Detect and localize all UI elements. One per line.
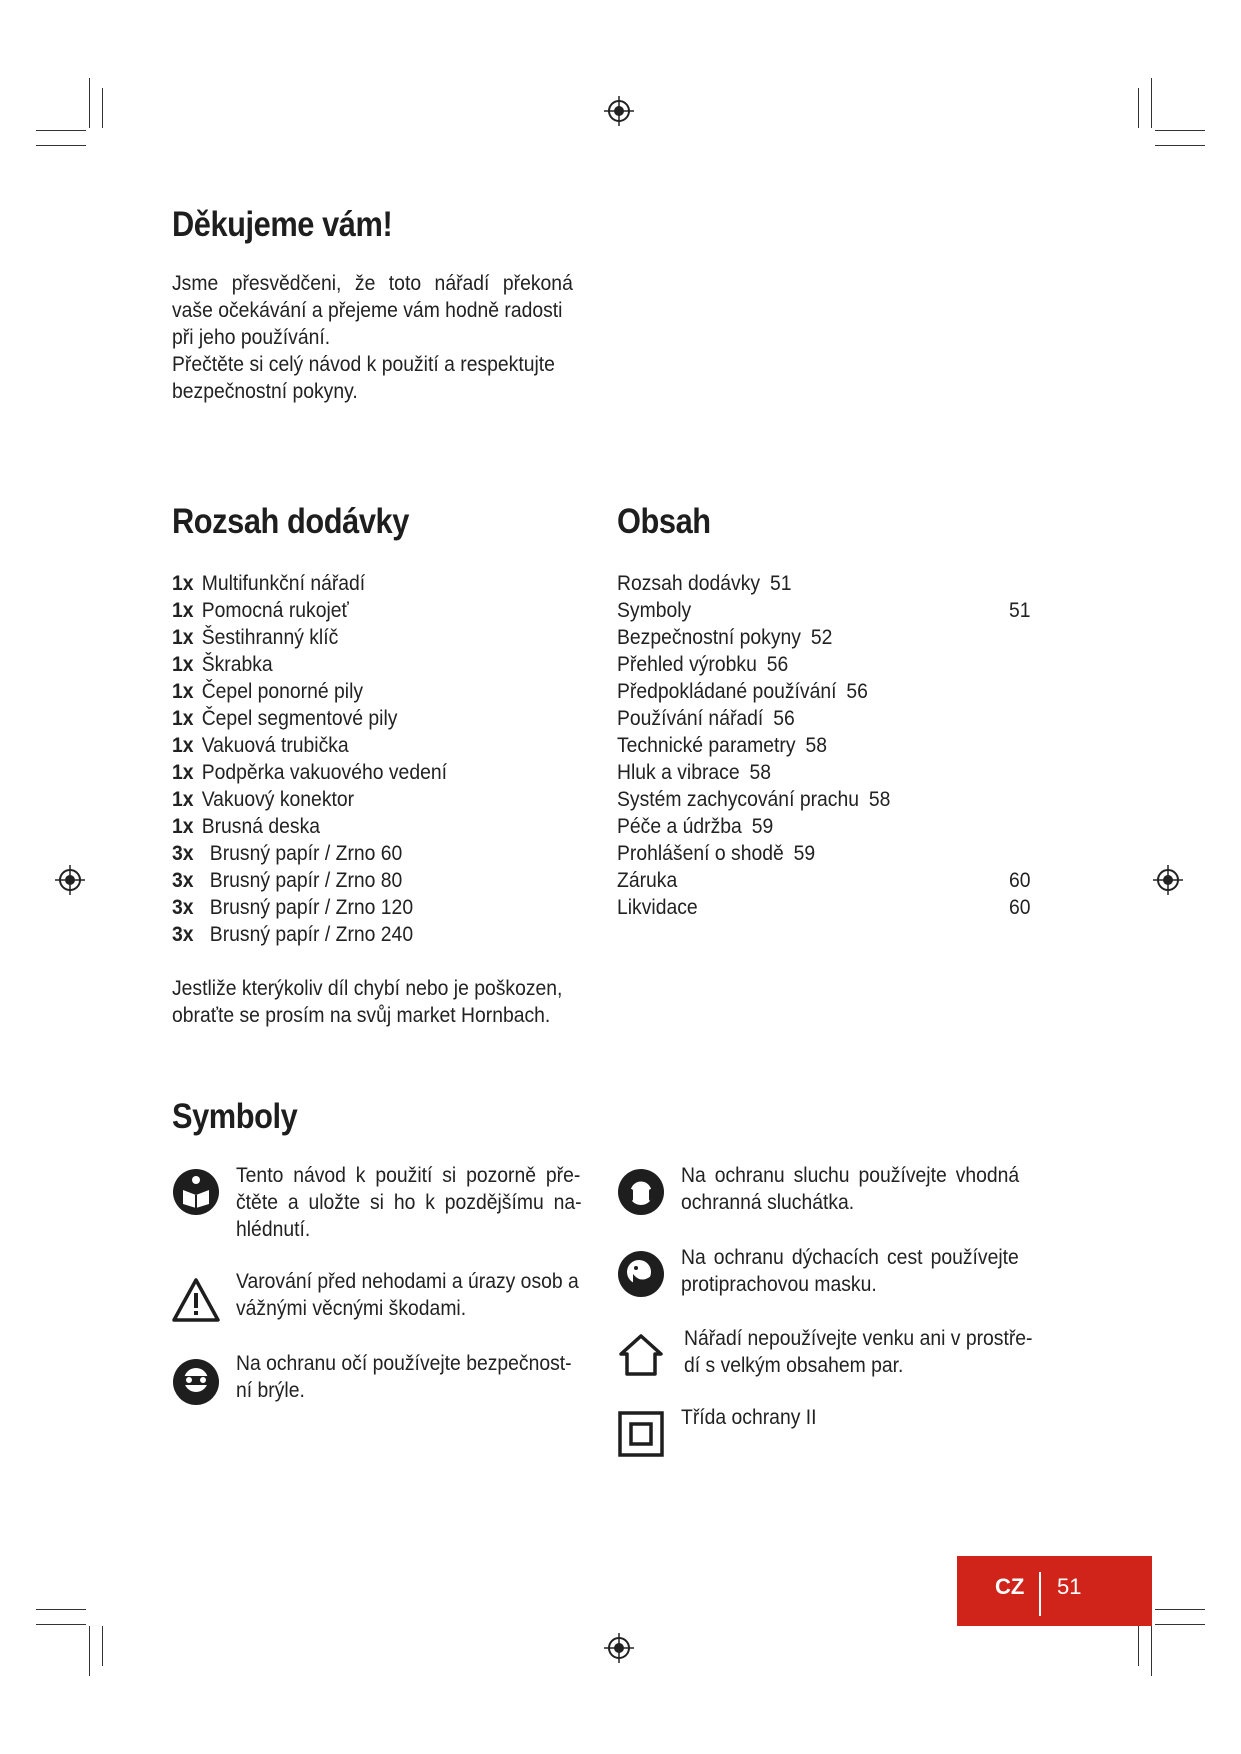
- delivery-item: [172, 705, 397, 732]
- delivery-item-qty: 1x: [172, 706, 194, 730]
- contents-item-label: Bezpečnostní pokyny: [617, 625, 801, 649]
- delivery-item-label: Brusná deska: [201, 814, 321, 838]
- contents-item: [617, 840, 815, 867]
- contents-item-label: Rozsah dodávky: [617, 571, 761, 595]
- ear-protection-icon: [617, 1168, 665, 1216]
- contents-item-page: 59: [751, 814, 774, 838]
- contents-item: [617, 732, 827, 759]
- delivery-item: [172, 894, 413, 921]
- contents-item-label: Předpokládané používání: [617, 679, 837, 703]
- contents-item-label: Přehled výrobku: [617, 652, 757, 676]
- delivery-item: [172, 651, 273, 678]
- contents-item: [617, 759, 771, 786]
- contents-item-label: Používání nářadí: [617, 706, 764, 730]
- delivery-item-label: Šestihranný klíč: [201, 625, 339, 649]
- dust-mask-icon: [617, 1250, 665, 1298]
- registration-mark-icon: [603, 1632, 635, 1664]
- contents-item-label: Péče a údržba: [617, 814, 742, 838]
- contents-item: [617, 624, 832, 651]
- delivery-item-label: Brusný papír / Zrno 80: [209, 868, 403, 892]
- symbol-text-ear: [681, 1162, 1051, 1222]
- delivery-item-qty: 1x: [172, 598, 194, 622]
- contents-item: [617, 786, 890, 813]
- contents-item-page: 56: [766, 652, 789, 676]
- delivery-item-label: Čepel ponorné pily: [201, 679, 364, 703]
- contents-item-label: Technické parametry: [617, 733, 796, 757]
- symbol-line: Na ochranu dýchacích cest používejte: [681, 1245, 1019, 1269]
- contents-item-page: 56: [773, 706, 795, 730]
- intro-line: Přečtěte si celý návod k použití a respektujte: [172, 352, 555, 376]
- contents-item-label: Likvidace: [617, 895, 698, 919]
- contents-item: [617, 894, 698, 921]
- warning-triangle-icon: [172, 1276, 220, 1324]
- intro-title: Děkujeme vám!: [172, 205, 393, 244]
- symbol-line: čtěte a uložte si ho k pozdějšímu na-: [236, 1190, 582, 1214]
- contents-item-page: 60: [1009, 895, 1031, 919]
- contents-item-page: 58: [805, 733, 827, 757]
- contents-item: [617, 705, 795, 732]
- contents-item-page: 51: [1009, 598, 1031, 622]
- delivery-item-label: Čepel segmentové pily: [201, 706, 398, 730]
- contents-item: [617, 570, 791, 597]
- contents-item-page: 58: [749, 760, 772, 784]
- delivery-item-qty: 3x: [172, 868, 194, 892]
- protection-class-ii-icon: [617, 1410, 665, 1458]
- symbol-text-indoor: [684, 1325, 1054, 1385]
- delivery-item: [172, 597, 349, 624]
- symbol-line: Nářadí nepoužívejte venku ani v prostře-: [684, 1326, 1033, 1350]
- contents-item: [617, 678, 868, 705]
- symbol-text-warning: [236, 1268, 606, 1328]
- read-manual-icon: [172, 1168, 220, 1216]
- delivery-item: [172, 840, 402, 867]
- delivery-item-qty: 3x: [172, 841, 194, 865]
- delivery-item-label: Pomocná rukojeť: [201, 598, 349, 622]
- delivery-note-line: Jestliže kterýkoliv díl chybí nebo je poškozen,: [172, 976, 563, 1000]
- delivery-item-qty: 1x: [172, 571, 194, 595]
- symbol-line: ní brýle.: [236, 1378, 305, 1402]
- symbol-line: Tento návod k použití si pozorně pře-: [236, 1163, 581, 1187]
- footer-page-number: 51: [1057, 1574, 1082, 1599]
- delivery-item-qty: 3x: [172, 895, 194, 919]
- symbol-line: Na ochranu očí používejte bezpečnost-: [236, 1351, 572, 1375]
- footer-page-tab: [957, 1556, 1152, 1626]
- symbol-line: Varování před nehodami a úrazy osob a: [236, 1269, 579, 1293]
- delivery-item-label: Multifunkční nářadí: [201, 571, 366, 595]
- delivery-title: Rozsah dodávky: [172, 502, 409, 541]
- delivery-item: [172, 570, 365, 597]
- footer-separator: [1039, 1572, 1041, 1616]
- delivery-item-label: Vakuová trubička: [201, 733, 349, 757]
- registration-mark-icon: [603, 95, 635, 127]
- delivery-item-qty: 1x: [172, 625, 194, 649]
- delivery-item-label: Škrabka: [201, 652, 273, 676]
- delivery-item: [172, 624, 338, 651]
- delivery-note-line: obraťte se prosím na svůj market Hornbach.: [172, 1003, 551, 1027]
- symbol-line: ochranná sluchátka.: [681, 1190, 855, 1214]
- contents-title: Obsah: [617, 502, 711, 541]
- contents-list: [617, 570, 1037, 930]
- symbol-line: hlédnutí.: [236, 1217, 311, 1241]
- delivery-note: [172, 975, 602, 1035]
- delivery-item-qty: 3x: [172, 922, 194, 946]
- delivery-item: [172, 867, 402, 894]
- intro-line: při jeho používání.: [172, 325, 331, 349]
- intro-line: Jsme přesvědčeni, že toto nářadí překoná: [172, 271, 573, 295]
- intro-paragraph: [172, 270, 592, 410]
- symbol-line: Třída ochrany II: [681, 1405, 817, 1429]
- symbols-title: Symboly: [172, 1097, 298, 1136]
- symbol-text-class-ii: [681, 1404, 1051, 1434]
- registration-mark-icon: [54, 864, 86, 896]
- contents-item-page: 60: [1009, 868, 1031, 892]
- delivery-item-qty: 1x: [172, 814, 194, 838]
- delivery-item: [172, 732, 349, 759]
- symbol-line: dí s velkým obsahem par.: [684, 1353, 904, 1377]
- contents-item-page: 58: [868, 787, 891, 811]
- contents-item: [617, 867, 677, 894]
- contents-item-label: Systém zachycování prachu: [617, 787, 860, 811]
- contents-item-page: 51: [769, 571, 792, 595]
- symbol-line: vážnými věcnými škodami.: [236, 1296, 467, 1320]
- delivery-item-label: Brusný papír / Zrno 60: [209, 841, 403, 865]
- contents-item-label: Záruka: [617, 868, 678, 892]
- delivery-item: [172, 813, 320, 840]
- contents-item-label: Symboly: [617, 598, 692, 622]
- indoor-use-house-icon: [617, 1330, 665, 1378]
- delivery-item: [172, 759, 447, 786]
- contents-item-label: Prohlášení o shodě: [617, 841, 784, 865]
- delivery-item-qty: 1x: [172, 679, 194, 703]
- delivery-item-qty: 1x: [172, 787, 194, 811]
- delivery-item-label: Brusný papír / Zrno 120: [209, 895, 414, 919]
- delivery-item-qty: 1x: [172, 652, 194, 676]
- delivery-item-label: Brusný papír / Zrno 240: [209, 922, 414, 946]
- intro-line: vaše očekávání a přejeme vám hodně radosti: [172, 298, 563, 322]
- delivery-item-label: Podpěrka vakuového vedení: [201, 760, 447, 784]
- symbol-text-goggles: [236, 1350, 606, 1410]
- contents-item-page: 59: [793, 841, 816, 865]
- symbol-text-read-manual: [236, 1162, 596, 1252]
- symbol-line: protiprachovou masku.: [681, 1272, 877, 1296]
- safety-goggles-icon: [172, 1358, 220, 1406]
- footer-language: CZ: [995, 1574, 1025, 1599]
- delivery-item-label: Vakuový konektor: [201, 787, 355, 811]
- intro-line: bezpečnostní pokyny.: [172, 379, 358, 403]
- symbol-line: Na ochranu sluchu používejte vhodná: [681, 1163, 1020, 1187]
- contents-item-page: 52: [810, 625, 833, 649]
- delivery-list: [172, 570, 592, 960]
- delivery-item-qty: 1x: [172, 760, 194, 784]
- delivery-item: [172, 921, 413, 948]
- delivery-item: [172, 786, 354, 813]
- symbol-text-mask: [681, 1244, 1051, 1304]
- contents-item-page: 56: [846, 679, 868, 703]
- delivery-item-qty: 1x: [172, 733, 194, 757]
- contents-item: [617, 651, 788, 678]
- contents-item-label: Hluk a vibrace: [617, 760, 740, 784]
- delivery-item: [172, 678, 363, 705]
- registration-mark-icon: [1152, 864, 1184, 896]
- contents-item: [617, 813, 773, 840]
- contents-item: [617, 597, 691, 624]
